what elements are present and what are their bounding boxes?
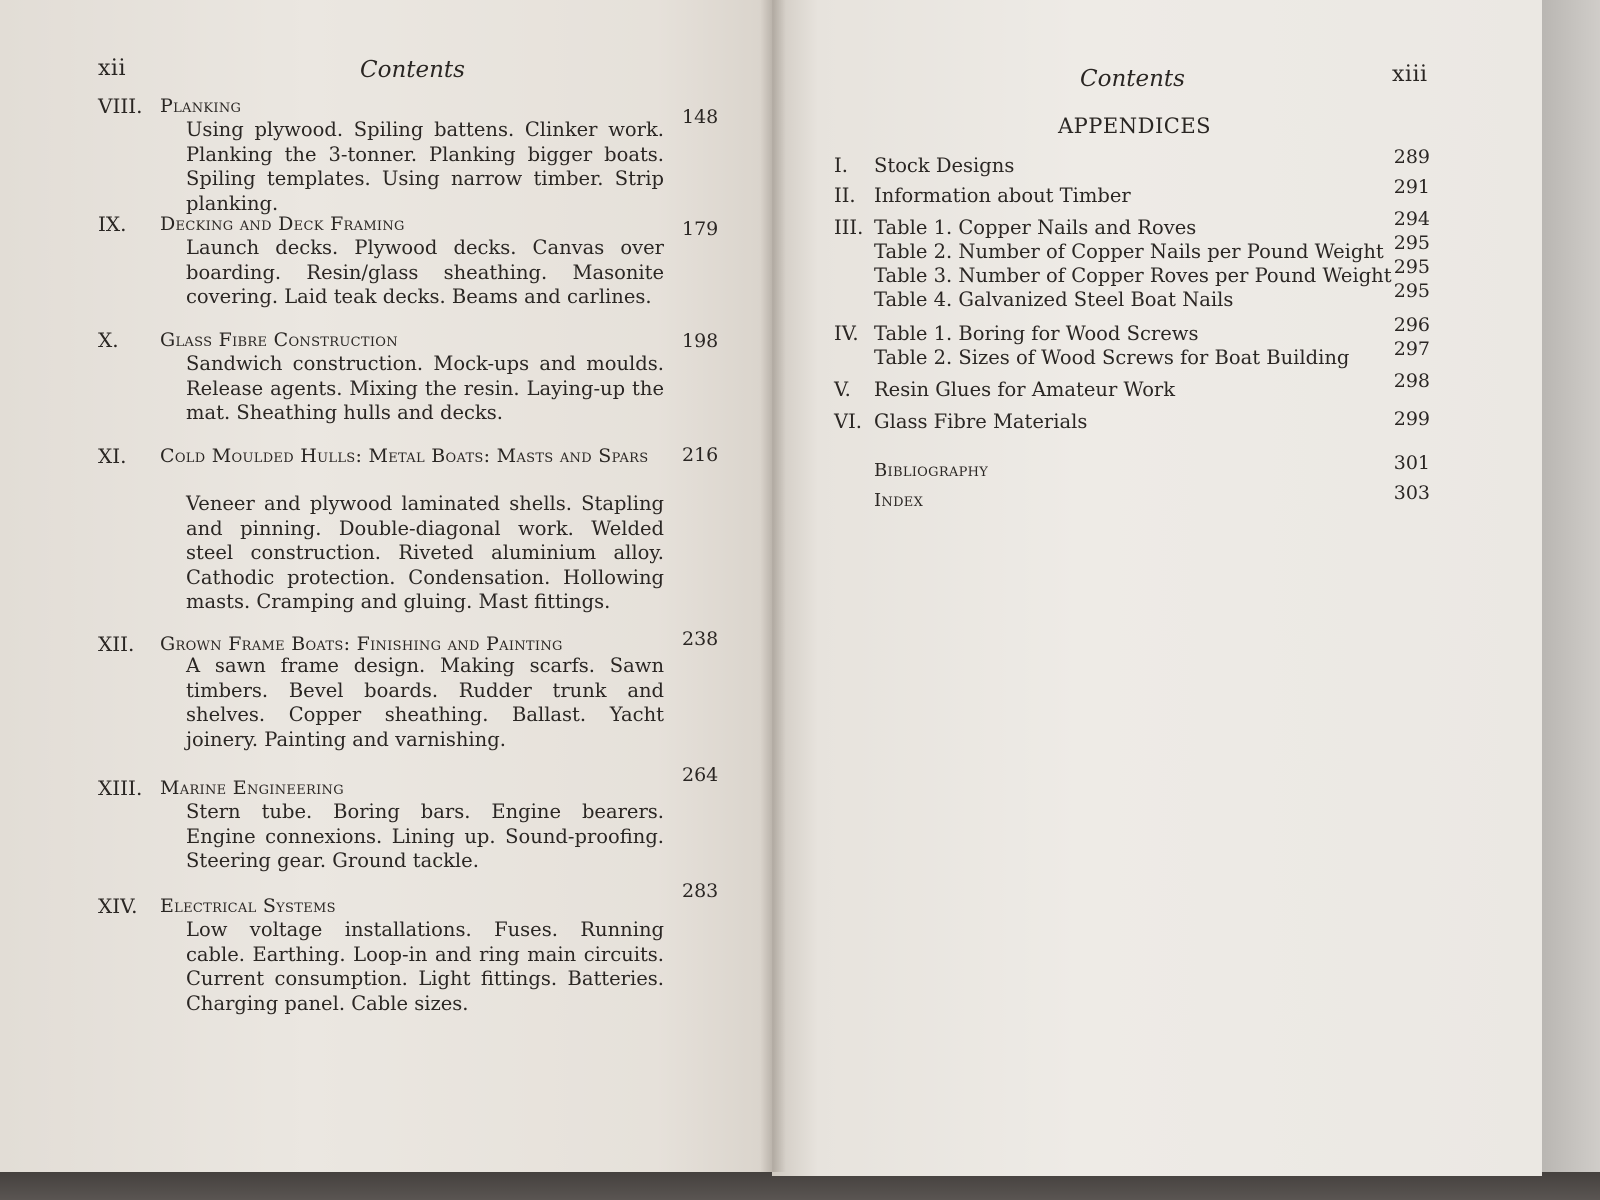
left-running-title: Contents <box>360 57 465 83</box>
appendix-row <box>834 176 1430 210</box>
back-matter-title: Index <box>874 490 924 511</box>
chapter-number: VIII. <box>98 94 143 118</box>
appendix-page: 289 <box>1393 146 1430 168</box>
chapter-page: 216 <box>682 444 719 466</box>
appendix-page: 295 <box>1393 280 1430 302</box>
chapter-title: Marine Engineering <box>160 777 344 799</box>
appendix-number: I. <box>834 154 848 177</box>
appendix-page: 297 <box>1393 338 1430 360</box>
appendix-title: Table 4. Galvanized Steel Boat Nails <box>874 288 1234 311</box>
back-matter-row <box>834 452 1430 486</box>
appendix-page: 298 <box>1393 370 1430 392</box>
appendix-title: Information about Timber <box>874 184 1131 207</box>
appendix-page: 299 <box>1393 408 1430 430</box>
appendix-title: Table 1. Copper Nails and Roves <box>874 216 1197 239</box>
appendix-page: 295 <box>1393 232 1430 254</box>
left-page <box>0 0 772 1172</box>
back-matter-row <box>834 482 1430 516</box>
back-matter-title: Bibliography <box>874 460 989 481</box>
chapter-number: XII. <box>98 632 135 656</box>
chapter-number: XI. <box>98 444 127 468</box>
appendix-number: IV. <box>834 322 859 345</box>
appendix-page: 295 <box>1393 256 1430 278</box>
appendix-row <box>834 280 1430 314</box>
appendix-number: II. <box>834 184 856 207</box>
chapter-title: Grown Frame Boats: Finishing and Painting <box>160 633 563 655</box>
right-folio: xiii <box>1392 62 1428 87</box>
appendix-number: V. <box>834 378 851 401</box>
chapter-summary: A sawn frame design. Making scarfs. Sawn timbers. Bevel boards. Rudder trunk and shelves. Copper sheathing. Ballast. Yacht joinery. Painting and varnishing. <box>186 654 664 751</box>
back-matter-page: 301 <box>1393 452 1430 474</box>
appendix-number: III. <box>834 216 864 239</box>
chapter-summary: Stern tube. Boring bars. Engine bearers. Engine connexions. Lining up. Sound-proofing. Steering gear. Ground tackle. <box>186 800 664 872</box>
appendix-row <box>834 232 1430 266</box>
appendix-title: Resin Glues for Amateur Work <box>874 378 1176 401</box>
chapter-number: IX. <box>98 212 127 236</box>
chapter-summary: Veneer and plywood laminated shells. Stapling and pinning. Double-diagonal work. Welded steel construction. Riveted aluminium alloy. Cathodic protection. Condensation. Hollowing masts. Cramping and gluing. Mast fittings. <box>186 492 664 613</box>
book-gutter <box>760 0 786 1172</box>
chapter-summary: Launch decks. Plywood decks. Canvas over boarding. Resin/glass sheathing. Masonite covering. Laid teak decks. Beams and carlines. <box>186 236 664 308</box>
appendix-row <box>834 256 1430 290</box>
appendix-row <box>834 314 1430 348</box>
chapter-title: Planking <box>160 95 242 117</box>
chapter-page: 283 <box>682 880 719 902</box>
chapter-number: XIII. <box>98 776 143 800</box>
chapter-summary: Sandwich construction. Mock-ups and moulds. Release agents. Mixing the resin. Laying-up the mat. Sheathing hulls and decks. <box>186 352 664 424</box>
appendix-title: Glass Fibre Materials <box>874 410 1088 433</box>
page-edge-shadow <box>1542 0 1600 1172</box>
appendix-title: Table 2. Number of Copper Nails per Pound Weight <box>874 240 1384 263</box>
appendix-page: 291 <box>1393 176 1430 198</box>
appendix-title: Table 1. Boring for Wood Screws <box>874 322 1199 345</box>
chapter-title: Electrical Systems <box>160 895 336 917</box>
left-folio: xii <box>98 56 126 81</box>
appendix-row <box>834 208 1430 242</box>
appendix-row <box>834 410 1430 436</box>
chapter-page: 179 <box>682 218 719 240</box>
chapter-summary: Low voltage installations. Fuses. Running cable. Earthing. Loop-in and ring main circuits. Current consumption. Light fittings. Batteries. Charging panel. Cable sizes. <box>186 918 664 1015</box>
back-matter-page: 303 <box>1393 482 1430 504</box>
appendix-title: Table 2. Sizes of Wood Screws for Boat Building <box>874 346 1350 369</box>
appendix-page: 296 <box>1393 314 1430 336</box>
chapter-number: X. <box>98 328 119 352</box>
chapter-page: 198 <box>682 330 719 352</box>
right-running-title: Contents <box>1080 66 1185 92</box>
appendix-row <box>834 370 1430 404</box>
chapter-title: Cold Moulded Hulls: Metal Boats: Masts and Spars <box>160 445 649 467</box>
chapter-page: 148 <box>682 106 719 128</box>
chapter-page: 264 <box>682 764 719 786</box>
appendix-row <box>834 338 1430 372</box>
chapter-summary: Using plywood. Spiling battens. Clinker work. Planking the 3-tonner. Planking bigger boats. Spiling templates. Using narrow timber. Strip planking. <box>186 118 664 215</box>
appendix-title: Table 3. Number of Copper Roves per Pound Weight <box>874 264 1392 287</box>
chapter-page: 238 <box>682 628 719 650</box>
appendix-page: 294 <box>1393 208 1430 230</box>
appendix-title: Stock Designs <box>874 154 1015 177</box>
appendices-heading: APPENDICES <box>1058 114 1212 138</box>
chapter-number: XIV. <box>98 894 138 918</box>
chapter-title: Glass Fibre Construction <box>160 329 398 351</box>
appendix-row <box>834 146 1430 180</box>
chapter-title: Decking and Deck Framing <box>160 213 405 235</box>
appendix-number: VI. <box>834 410 862 433</box>
